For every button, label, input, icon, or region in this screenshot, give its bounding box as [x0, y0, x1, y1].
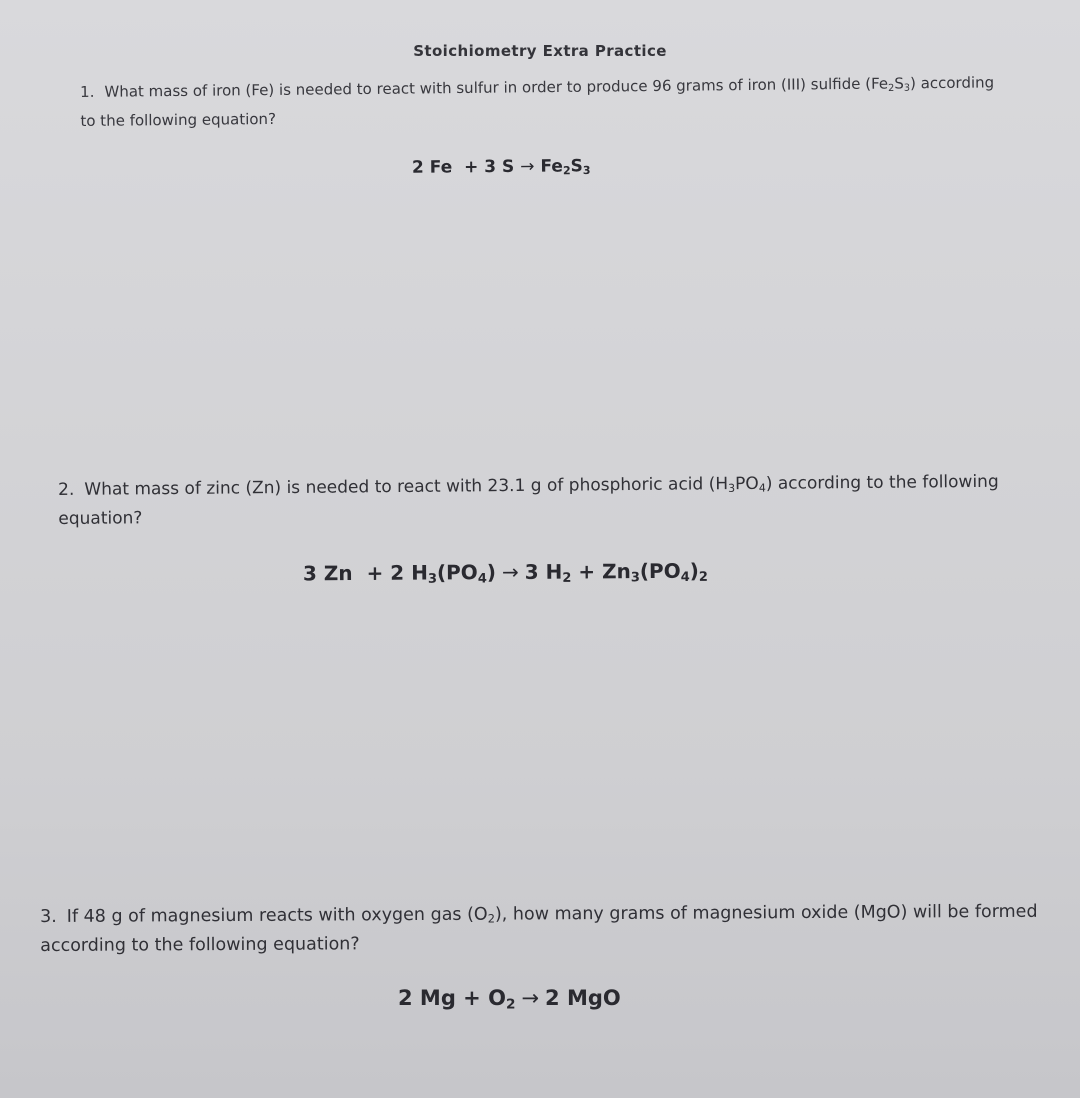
- question-text: What mass of zinc (Zn) is needed to react with 23.1 g of phosphoric acid (H: [84, 474, 729, 500]
- question-number: 1.: [80, 82, 95, 101]
- subscript: 4: [758, 481, 766, 495]
- equation-product: Fe: [540, 156, 564, 177]
- question-number: 2.: [58, 479, 75, 500]
- subscript: 2: [698, 569, 708, 585]
- question-text: S: [894, 74, 904, 93]
- question-text: ) according to the following equation?: [58, 471, 999, 529]
- equation-reactants: 2 Fe + 3 S: [411, 156, 515, 178]
- question-2: [58, 470, 1018, 532]
- worksheet-title: Stoichiometry Extra Practice: [413, 42, 667, 60]
- reaction-arrow: →: [521, 986, 540, 1010]
- subscript: 4: [680, 569, 690, 586]
- question-text: What mass of iron (Fe) is needed to react with sulfur in order to produce 96 grams of iron (III) sulfide (Fe: [104, 74, 889, 101]
- question-number: 3.: [40, 906, 57, 927]
- subscript: 2: [487, 911, 495, 926]
- subscript: 2: [562, 570, 572, 586]
- subscript: 3: [630, 570, 640, 586]
- equation-1: [412, 156, 591, 178]
- equation-term: 3 H: [524, 559, 563, 584]
- subscript: 3: [427, 571, 438, 587]
- equation-term: ): [689, 558, 699, 583]
- equation-product: S: [570, 156, 583, 177]
- question-3: [40, 900, 1050, 959]
- question-1: [80, 70, 1011, 134]
- equation-3: [398, 986, 621, 1012]
- question-text: If 48 g of magnesium reacts with oxygen gas (O: [66, 904, 488, 927]
- subscript: 3: [582, 163, 591, 178]
- subscript: 4: [477, 571, 487, 587]
- reaction-arrow: →: [501, 559, 519, 585]
- question-text: PO: [735, 473, 759, 495]
- question-text: ), how many grams of magnesium oxide (MgO) will be formed according to the following equation?: [40, 901, 1038, 956]
- equation-term: ): [486, 560, 497, 585]
- equation-term: 2 MgO: [545, 986, 621, 1010]
- subscript: 2: [562, 164, 571, 178]
- subscript: 2: [888, 82, 895, 94]
- equation-term: + Zn: [571, 559, 631, 584]
- equation-term: 3 Zn + 2 H: [302, 560, 428, 586]
- equation-term: (PO: [639, 558, 681, 584]
- subscript: 3: [728, 481, 736, 495]
- subscript: 2: [505, 996, 516, 1013]
- equation-2: [303, 559, 708, 588]
- equation-term: (PO: [436, 560, 478, 585]
- subscript: 3: [903, 82, 911, 94]
- reaction-arrow: →: [520, 156, 535, 177]
- question-text: ) according to the following equation?: [80, 73, 995, 131]
- equation-term: 2 Mg + O: [398, 986, 506, 1010]
